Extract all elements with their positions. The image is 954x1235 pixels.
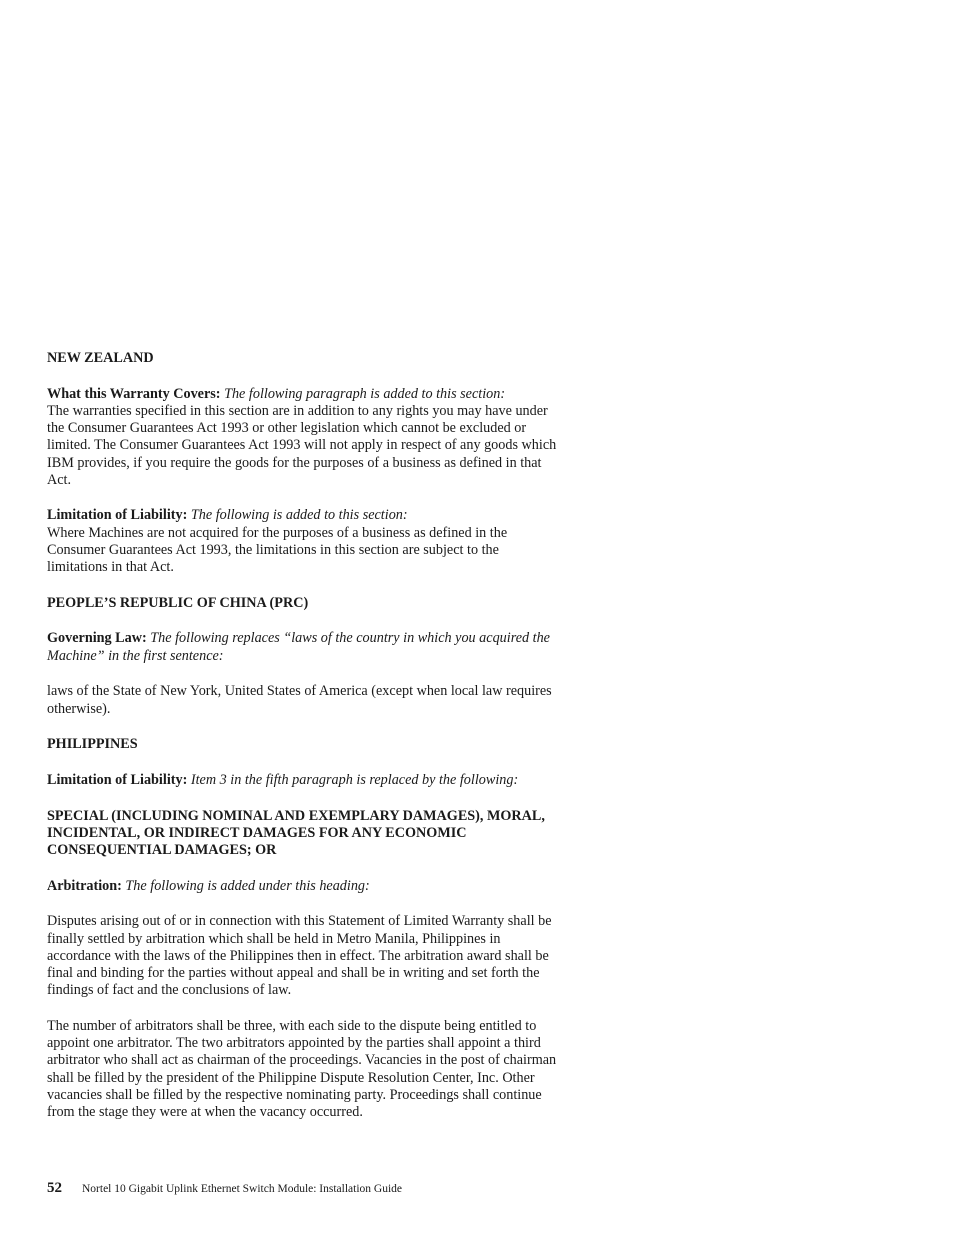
prc-law-body: laws of the State of New York, United States of America (except when local law requires otherwise). (47, 683, 552, 717)
ph-arbitration-lead: Arbitration: (47, 877, 122, 894)
ph-arbitration-instruction: The following is added under this heading: (125, 877, 370, 894)
ph-arbitration-body-1: Disputes arising out of or in connection with this Statement of Limited Warranty shall be finally settled by arbitration which shall be held in Metro Manila, Philippines in accordance with the laws of the Philippines then in effect. The arbitration award shall be final and binding for the parties without appeal and shall be in writing and set forth the findings of fact and the conclusions of law. (47, 913, 552, 999)
ph-liability-lead: Limitation of Liability: (47, 771, 188, 788)
nz-warranty-paragraph (47, 386, 557, 489)
ph-arbitration-paragraph (47, 878, 557, 895)
nz-liability-lead: Limitation of Liability: (47, 507, 188, 524)
nz-warranty-lead: What this Warranty Covers: (47, 385, 221, 402)
heading-prc: PEOPLE’S REPUBLIC OF CHINA (PRC) (47, 594, 309, 611)
prc-law-instruction: The following replaces “laws of the country in which you acquired the Machine” in the first sentence: (47, 630, 550, 664)
ph-arbitration-body-2: The number of arbitrators shall be three, with each side to the dispute being entitled to appoint one arbitrator. The two arbitrators appointed by the parties shall appoint a third arbitrator who shall act as chairman of the proceedings. Vacancies in the post of chairman shall be filled by the president of the Philippine Dispute Resolution Center, Inc. Other vacancies shall be filled by the respective nominating party. Proceedings shall continue from the stage they were at when the vacancy occurred. (47, 1017, 557, 1120)
document-title: Nortel 10 Gigabit Uplink Ethernet Switch Module: Installation Guide (82, 1183, 403, 1195)
nz-warranty-body: The warranties specified in this section are in addition to any rights you may have under the Consumer Guarantees Act 1993 or other legislation which cannot be excluded or limited. The Consumer Guarantees Act 1993 will not apply in respect of any goods which IBM provides, if you require the goods for the purposes of a business as defined in that Act. (47, 402, 557, 488)
nz-liability-paragraph (47, 507, 557, 576)
heading-philippines: PHILIPPINES (47, 736, 138, 753)
ph-special-damages: SPECIAL (INCLUDING NOMINAL AND EXEMPLARY DAMAGES), MORAL, INCIDENTAL, OR INDIRECT DAMAGES FOR ANY ECONOMIC CONSEQUENTIAL DAMAGES; OR (47, 807, 545, 859)
ph-liability-instruction: Item 3 in the fifth paragraph is replaced by the following: (190, 771, 519, 788)
nz-liability-instruction: The following is added to this section: (190, 507, 408, 524)
page-content (47, 350, 557, 1121)
nz-warranty-instruction: The following paragraph is added to this section: (224, 385, 506, 402)
heading-new-zealand: NEW ZEALAND (47, 350, 154, 366)
nz-liability-body: Where Machines are not acquired for the purposes of a business as defined in the Consumer Guarantees Act 1993, the limitations in this section are subject to the limitations in that Act. (47, 524, 508, 576)
page-number: 52 (47, 1180, 62, 1196)
prc-law-paragraph (47, 630, 557, 664)
ph-liability-paragraph (47, 772, 557, 789)
page-footer (47, 1179, 402, 1197)
prc-law-lead: Governing Law: (47, 630, 147, 647)
